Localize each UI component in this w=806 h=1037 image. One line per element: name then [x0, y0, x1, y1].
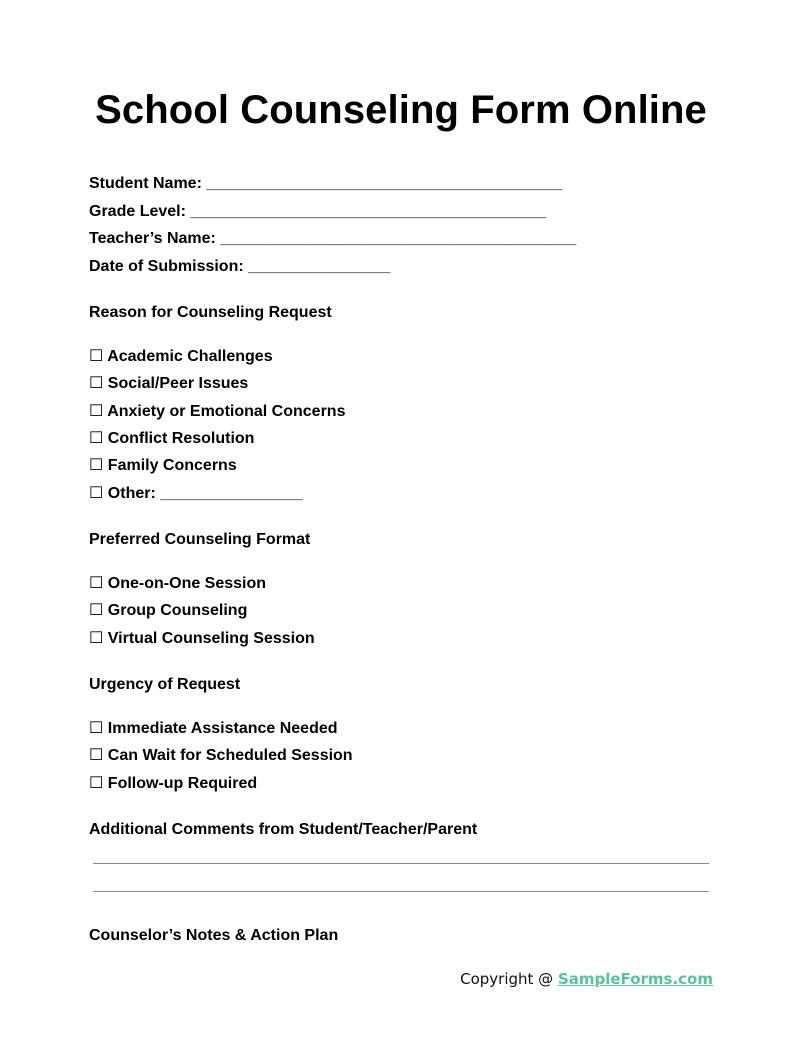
- checkbox-icon[interactable]: ☐: [89, 575, 104, 592]
- field-blank[interactable]: ________________: [248, 258, 391, 275]
- checkbox-academic-challenges[interactable]: [89, 347, 273, 367]
- comments-heading: Additional Comments from Student/Teacher/Parent: [89, 821, 478, 838]
- reason-heading: Reason for Counseling Request: [89, 304, 332, 321]
- checkbox-icon[interactable]: ☐: [89, 485, 104, 502]
- field-blank[interactable]: ________________________________________: [206, 175, 563, 192]
- field-label: Date of Submission:: [89, 258, 244, 275]
- checkbox-icon[interactable]: ☐: [89, 775, 104, 792]
- teacher-name-field[interactable]: [89, 229, 576, 249]
- checkbox-immediate[interactable]: [89, 719, 338, 739]
- date-of-submission-field[interactable]: [89, 257, 391, 277]
- option-label: Social/Peer Issues: [107, 375, 249, 392]
- checkbox-can-wait[interactable]: [89, 746, 353, 766]
- comments-line[interactable]: [93, 863, 709, 864]
- comments-line[interactable]: [93, 891, 709, 892]
- checkbox-icon[interactable]: ☐: [89, 720, 104, 737]
- checkbox-one-on-one[interactable]: [89, 574, 266, 594]
- field-blank[interactable]: ________________________________________: [220, 230, 577, 247]
- option-label: Immediate Assistance Needed: [107, 720, 338, 737]
- option-label: One-on-One Session: [107, 575, 267, 592]
- option-label: Follow-up Required: [107, 775, 258, 792]
- checkbox-other[interactable]: [89, 484, 303, 504]
- checkbox-group[interactable]: [89, 601, 247, 621]
- checkbox-icon[interactable]: ☐: [89, 430, 104, 447]
- urgency-heading: Urgency of Request: [89, 676, 241, 693]
- option-label: Virtual Counseling Session: [107, 630, 315, 647]
- checkbox-family-concerns[interactable]: [89, 456, 237, 476]
- checkbox-icon[interactable]: ☐: [89, 403, 104, 420]
- checkbox-anxiety-emotional[interactable]: [89, 402, 345, 422]
- field-label: Student Name:: [89, 175, 202, 192]
- option-label: Group Counseling: [107, 602, 248, 619]
- student-name-field[interactable]: [89, 174, 562, 194]
- checkbox-follow-up[interactable]: [89, 774, 257, 794]
- checkbox-conflict-resolution[interactable]: [89, 429, 254, 449]
- option-label: Can Wait for Scheduled Session: [107, 747, 353, 764]
- checkbox-icon[interactable]: ☐: [89, 375, 104, 392]
- sampleforms-link[interactable]: SampleForms.com: [557, 970, 713, 988]
- grade-level-field[interactable]: [89, 202, 546, 222]
- option-label: Anxiety or Emotional Concerns: [107, 403, 346, 420]
- field-blank[interactable]: ________________________________________: [190, 203, 547, 220]
- checkbox-icon[interactable]: ☐: [89, 457, 104, 474]
- copyright-footer: [460, 970, 713, 988]
- checkbox-icon[interactable]: ☐: [89, 602, 104, 619]
- checkbox-social-peer-issues[interactable]: [89, 374, 248, 394]
- notes-heading: Counselor’s Notes & Action Plan: [89, 927, 339, 944]
- checkbox-icon[interactable]: ☐: [89, 348, 104, 365]
- option-label: Academic Challenges: [107, 348, 273, 365]
- format-heading: Preferred Counseling Format: [89, 531, 311, 548]
- checkbox-virtual[interactable]: [89, 629, 315, 649]
- copyright-text: Copyright @: [460, 970, 558, 988]
- page-title: School Counseling Form Online: [95, 88, 707, 132]
- option-label: Conflict Resolution: [107, 430, 255, 447]
- field-label: Teacher’s Name:: [89, 230, 216, 247]
- checkbox-icon[interactable]: ☐: [89, 747, 104, 764]
- option-label: Family Concerns: [107, 457, 237, 474]
- checkbox-icon[interactable]: ☐: [89, 630, 104, 647]
- field-label: Grade Level:: [89, 203, 186, 220]
- option-label[interactable]: Other: ________________: [107, 485, 303, 502]
